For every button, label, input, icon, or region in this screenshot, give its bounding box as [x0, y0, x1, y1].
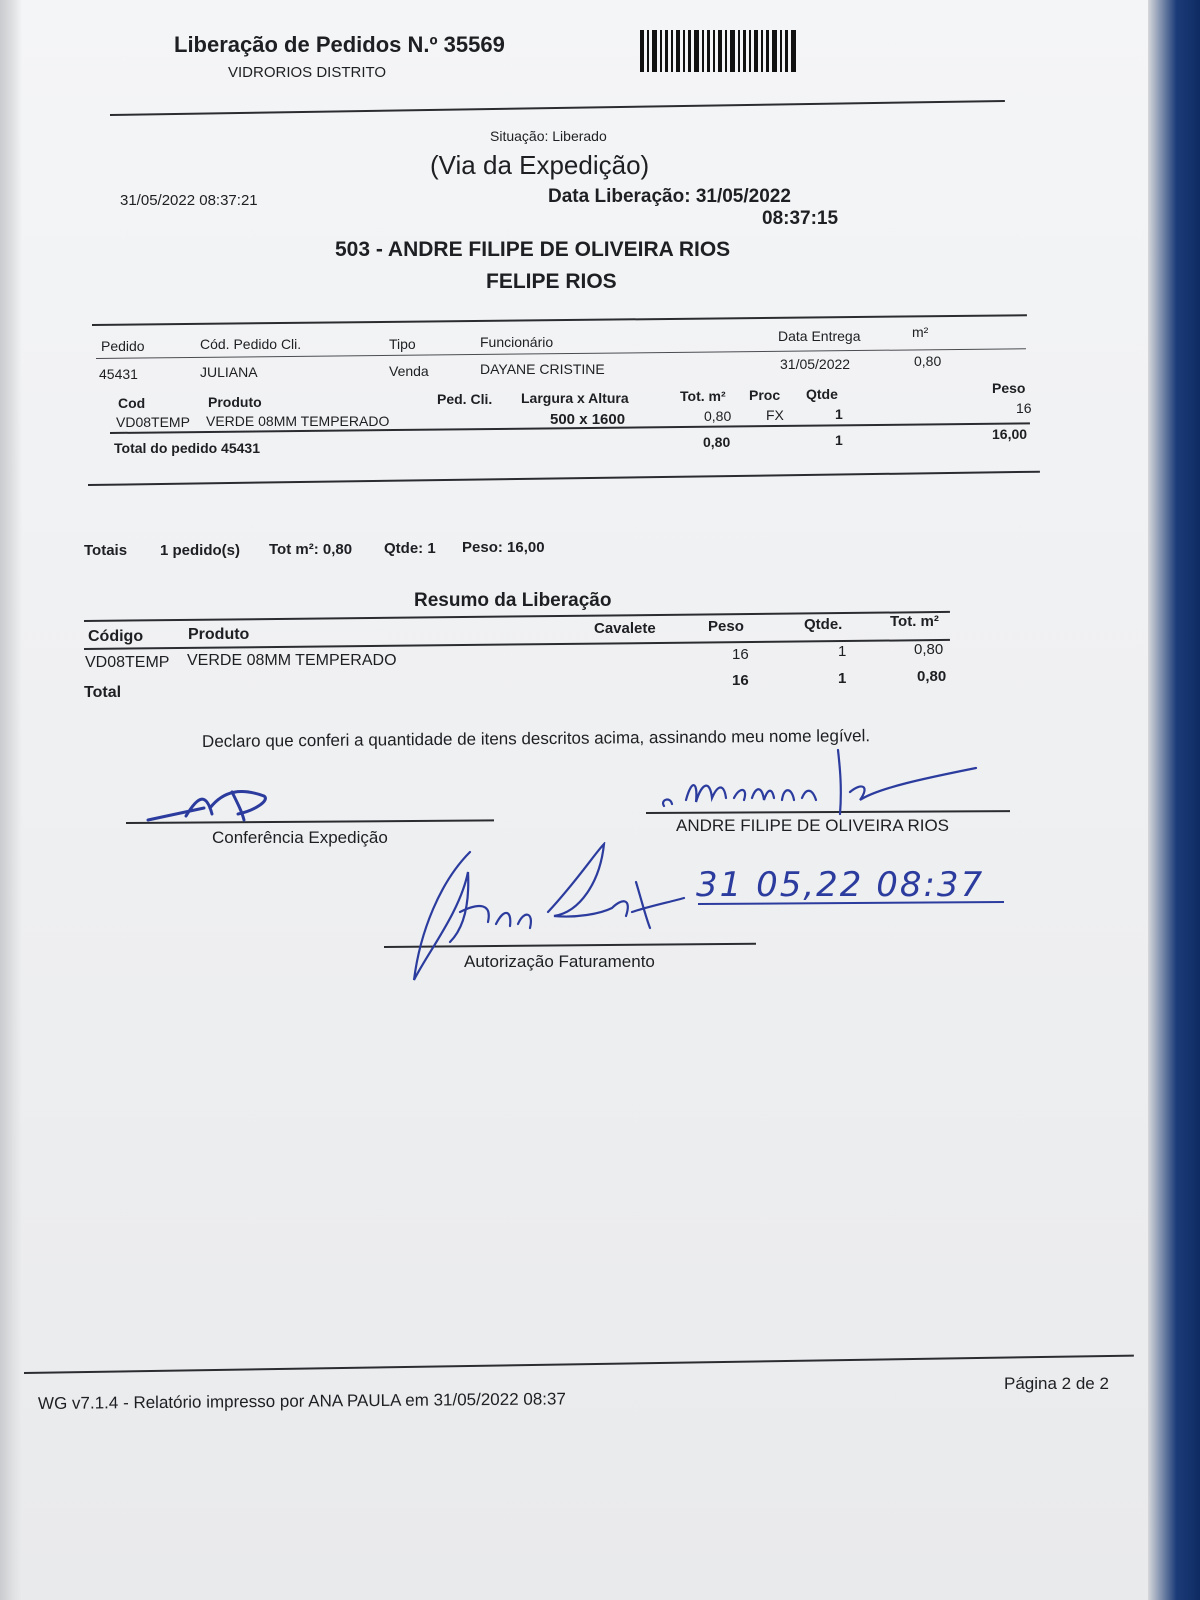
- item-header-largura-altura: Largura x Altura: [521, 390, 629, 406]
- order-cod-pedido-cli: JULIANA: [200, 364, 258, 380]
- company-name: VIDRORIOS DISTRITO: [228, 64, 387, 81]
- order-table-top-line: [92, 314, 1027, 326]
- item-qtde: 1: [835, 406, 843, 422]
- summary-row-tot-m2: 0,80: [914, 641, 944, 658]
- item-header-ped-cli: Ped. Cli.: [437, 391, 493, 407]
- summary-total-qtde: 1: [838, 670, 847, 687]
- summary-title: Resumo da Liberação: [414, 590, 612, 611]
- summary-total-peso: 16: [732, 672, 749, 689]
- declaration-text: Declaro que conferi a quantidade de itens descritos acima, assinando meu nome legível.: [201, 726, 871, 751]
- summary-total-label: Total: [84, 684, 122, 701]
- document-title: Liberação de Pedidos N.º 35569: [174, 32, 505, 57]
- item-cod: VD08TEMP: [116, 414, 190, 430]
- totals-tot-m2: Tot m²: 0,80: [269, 541, 353, 558]
- conferencia-label: Conferência Expedição: [212, 828, 388, 847]
- order-data-entrega: 31/05/2022: [780, 356, 851, 372]
- item-tot-m2: 0,80: [704, 408, 732, 424]
- totals-pedidos: 1 pedido(s): [160, 542, 241, 559]
- footer-divider: [24, 1355, 1134, 1374]
- item-produto: VERDE 08MM TEMPERADO: [206, 413, 390, 429]
- order-tipo: Venda: [389, 363, 429, 379]
- print-datetime: 31/05/2022 08:37:21: [120, 192, 258, 209]
- footer-printed-by: WG v7.1.4 - Relatório impresso por ANA PAULA em 31/05/2022 08:37: [37, 1389, 566, 1413]
- order-total-label: Total do pedido 45431: [114, 440, 260, 456]
- customer-signature: [656, 748, 986, 818]
- summary-row-qtde: 1: [838, 643, 847, 660]
- summary-header-qtde: Qtde.: [804, 616, 843, 633]
- header-divider: [110, 100, 1005, 116]
- order-total-qtde: 1: [835, 432, 843, 448]
- summary-row-produto: VERDE 08MM TEMPERADO: [187, 652, 397, 669]
- autorizacao-signature: [400, 842, 690, 992]
- summary-header-produto: Produto: [188, 626, 250, 643]
- col-header-cod-pedido-cli: Cód. Pedido Cli.: [200, 336, 302, 352]
- col-header-pedido: Pedido: [101, 338, 145, 354]
- order-table-bottom-line: [88, 471, 1040, 486]
- svg-text:31 05,22 08:37: 31 05,22 08:37: [696, 865, 985, 905]
- summary-header-cavalete: Cavalete: [594, 620, 656, 637]
- conferencia-signature: [146, 786, 286, 826]
- order-funcionario: DAYANE CRISTINE: [480, 361, 605, 377]
- customer-short-name: FELIPE RIOS: [486, 270, 617, 293]
- summary-row-peso: 16: [732, 646, 749, 663]
- status-label: Situação: Liberado: [490, 128, 607, 144]
- item-header-tot-m2: Tot. m²: [680, 388, 726, 404]
- release-date: Data Liberação: 31/05/2022: [548, 186, 791, 207]
- col-header-funcionario: Funcionário: [480, 334, 554, 350]
- summary-header-peso: Peso: [708, 618, 744, 635]
- item-header-proc: Proc: [749, 387, 781, 403]
- background-edge: [1148, 0, 1200, 1600]
- totals-peso: Peso: 16,00: [462, 539, 545, 556]
- summary-header-tot-m2: Tot. m²: [890, 613, 939, 630]
- release-time: 08:37:15: [762, 208, 839, 229]
- totals-label: Totais: [84, 542, 128, 559]
- paper-left-edge: [0, 0, 22, 1600]
- item-header-cod: Cod: [118, 395, 146, 411]
- customer-name: 503 - ANDRE FILIPE DE OLIVEIRA RIOS: [335, 238, 731, 261]
- order-pedido: 45431: [99, 366, 138, 382]
- autorizacao-label: Autorização Faturamento: [464, 952, 655, 971]
- item-header-qtde: Qtde: [806, 386, 838, 402]
- order-m2: 0,80: [914, 353, 942, 369]
- item-proc: FX: [766, 407, 784, 423]
- col-header-data-entrega: Data Entrega: [778, 328, 861, 344]
- item-header-produto: Produto: [208, 394, 262, 410]
- order-total-tot-m2: 0,80: [703, 434, 731, 450]
- footer-page-number: Página 2 de 2: [1004, 1374, 1109, 1393]
- col-header-m2: m²: [912, 324, 929, 340]
- summary-row-codigo: VD08TEMP: [85, 654, 170, 671]
- col-header-tipo: Tipo: [389, 336, 416, 352]
- customer-signature-label: ANDRE FILIPE DE OLIVEIRA RIOS: [676, 816, 950, 835]
- copy-label: (Via da Expedição): [430, 150, 650, 180]
- summary-total-tot-m2: 0,80: [917, 668, 947, 685]
- summary-header-codigo: Código: [88, 628, 144, 645]
- barcode-image: [640, 30, 796, 72]
- handwritten-date: [694, 858, 1014, 908]
- item-peso: 16: [1016, 400, 1032, 416]
- order-total-peso: 16,00: [992, 426, 1028, 442]
- totals-qtde: Qtde: 1: [384, 540, 436, 557]
- item-header-peso: Peso: [992, 380, 1026, 396]
- item-dimensions: 500 x 1600: [550, 411, 626, 428]
